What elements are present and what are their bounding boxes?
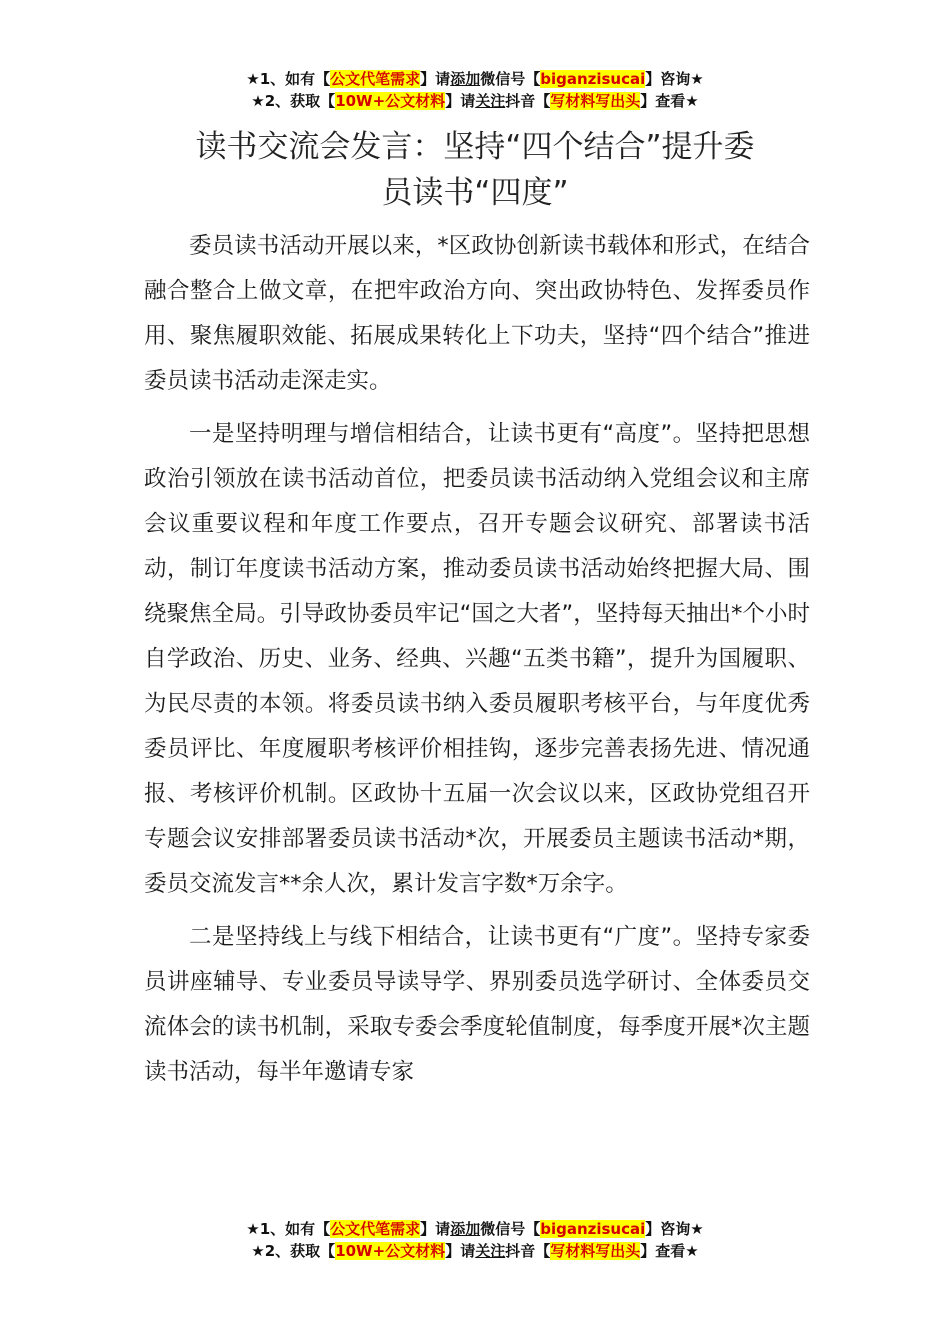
banner-line-1 bbox=[0, 68, 950, 90]
banner-text: 微信号【 bbox=[480, 1220, 541, 1238]
banner-text: 微信号【 bbox=[480, 70, 541, 88]
banner-highlight: 写材料写出头 bbox=[550, 92, 641, 110]
banner-underline: 添加 bbox=[450, 70, 481, 88]
banner-highlight: 公文代笔需求 bbox=[330, 1220, 421, 1238]
banner-text: 】请 bbox=[445, 92, 476, 110]
banner-text: 】请 bbox=[420, 1220, 451, 1238]
banner-text: 抖音【 bbox=[505, 1242, 551, 1260]
banner-text: ★2、获取【 bbox=[251, 1242, 336, 1260]
banner-highlight: 写材料写出头 bbox=[550, 1242, 641, 1260]
banner-text: ★2、获取【 bbox=[251, 92, 336, 110]
banner-text: 】咨询★ bbox=[645, 1220, 704, 1238]
banner-underline: 添加 bbox=[450, 1220, 481, 1238]
paragraph-2: 二是坚持线上与线下相结合，让读书更有“广度”。坚持专家委员讲座辅导、专业委员导读导学、界别委员选学研讨、全体委员交流体会的读书机制，采取专委会季度轮值制度，每季度开展*次主题读书活动，每半年邀请专家 bbox=[144, 924, 810, 1085]
banner-underline: 关注 bbox=[475, 1242, 506, 1260]
banner-text: 】咨询★ bbox=[645, 70, 704, 88]
banner-text: 】查看★ bbox=[640, 1242, 699, 1260]
banner-text: 】查看★ bbox=[640, 92, 699, 110]
banner-text: ★1、如有【 bbox=[246, 70, 331, 88]
banner-text: ★1、如有【 bbox=[246, 1220, 331, 1238]
banner-line-2 bbox=[0, 1240, 950, 1262]
document-body bbox=[144, 224, 810, 1103]
banner-text: 】请 bbox=[420, 70, 451, 88]
banner-highlight: 10W+公文材料 bbox=[335, 1242, 446, 1260]
paragraph-intro: 委员读书活动开展以来，*区政协创新读书载体和形式，在结合融合整合上做文章，在把牢政治方向、突出政协特色、发挥委员作用、聚焦履职效能、拓展成果转化上下功夫，坚持“四个结合”推进委员读书活动走深走实。 bbox=[144, 233, 810, 394]
banner-highlight: biganzisucai bbox=[540, 1220, 646, 1238]
banner-highlight: 公文代笔需求 bbox=[330, 70, 421, 88]
document-title bbox=[0, 124, 950, 216]
title-line-2: 员读书“四度” bbox=[381, 175, 569, 211]
banner-underline: 关注 bbox=[475, 92, 506, 110]
banner-line-2 bbox=[0, 90, 950, 112]
banner-line-1 bbox=[0, 1218, 950, 1240]
paragraph-1: 一是坚持明理与增信相结合，让读书更有“高度”。坚持把思想政治引领放在读书活动首位，把委员读书活动纳入党组会议和主席会议重要议程和年度工作要点，召开专题会议研究、部署读书活动，制订年度读书活动方案，推动委员读书活动始终把握大局、围绕聚焦全局。引导政协委员牢记“国之大者”，坚持每天抽出*个小时自学政治、历史、业务、经典、兴趣“五类书籍”，提升为国履职、为民尽责的本领。将委员读书纳入委员履职考核平台，与年度优秀委员评比、年度履职考核评价相挂钩，逐步完善表扬先进、情况通报、考核评价机制。区政协十五届一次会议以来，区政协党组召开专题会议安排部署委员读书活动*次，开展委员主题读书活动*期，委员交流发言**余人次，累计发言字数*万余字。 bbox=[144, 421, 810, 897]
title-line-1: 读书交流会发言：坚持“四个结合”提升委 bbox=[195, 129, 755, 165]
banner-text: 】请 bbox=[445, 1242, 476, 1260]
banner-text: 抖音【 bbox=[505, 92, 551, 110]
banner-highlight: 10W+公文材料 bbox=[335, 92, 446, 110]
header-banner bbox=[0, 68, 950, 112]
footer-banner bbox=[0, 1218, 950, 1262]
banner-highlight: biganzisucai bbox=[540, 70, 646, 88]
